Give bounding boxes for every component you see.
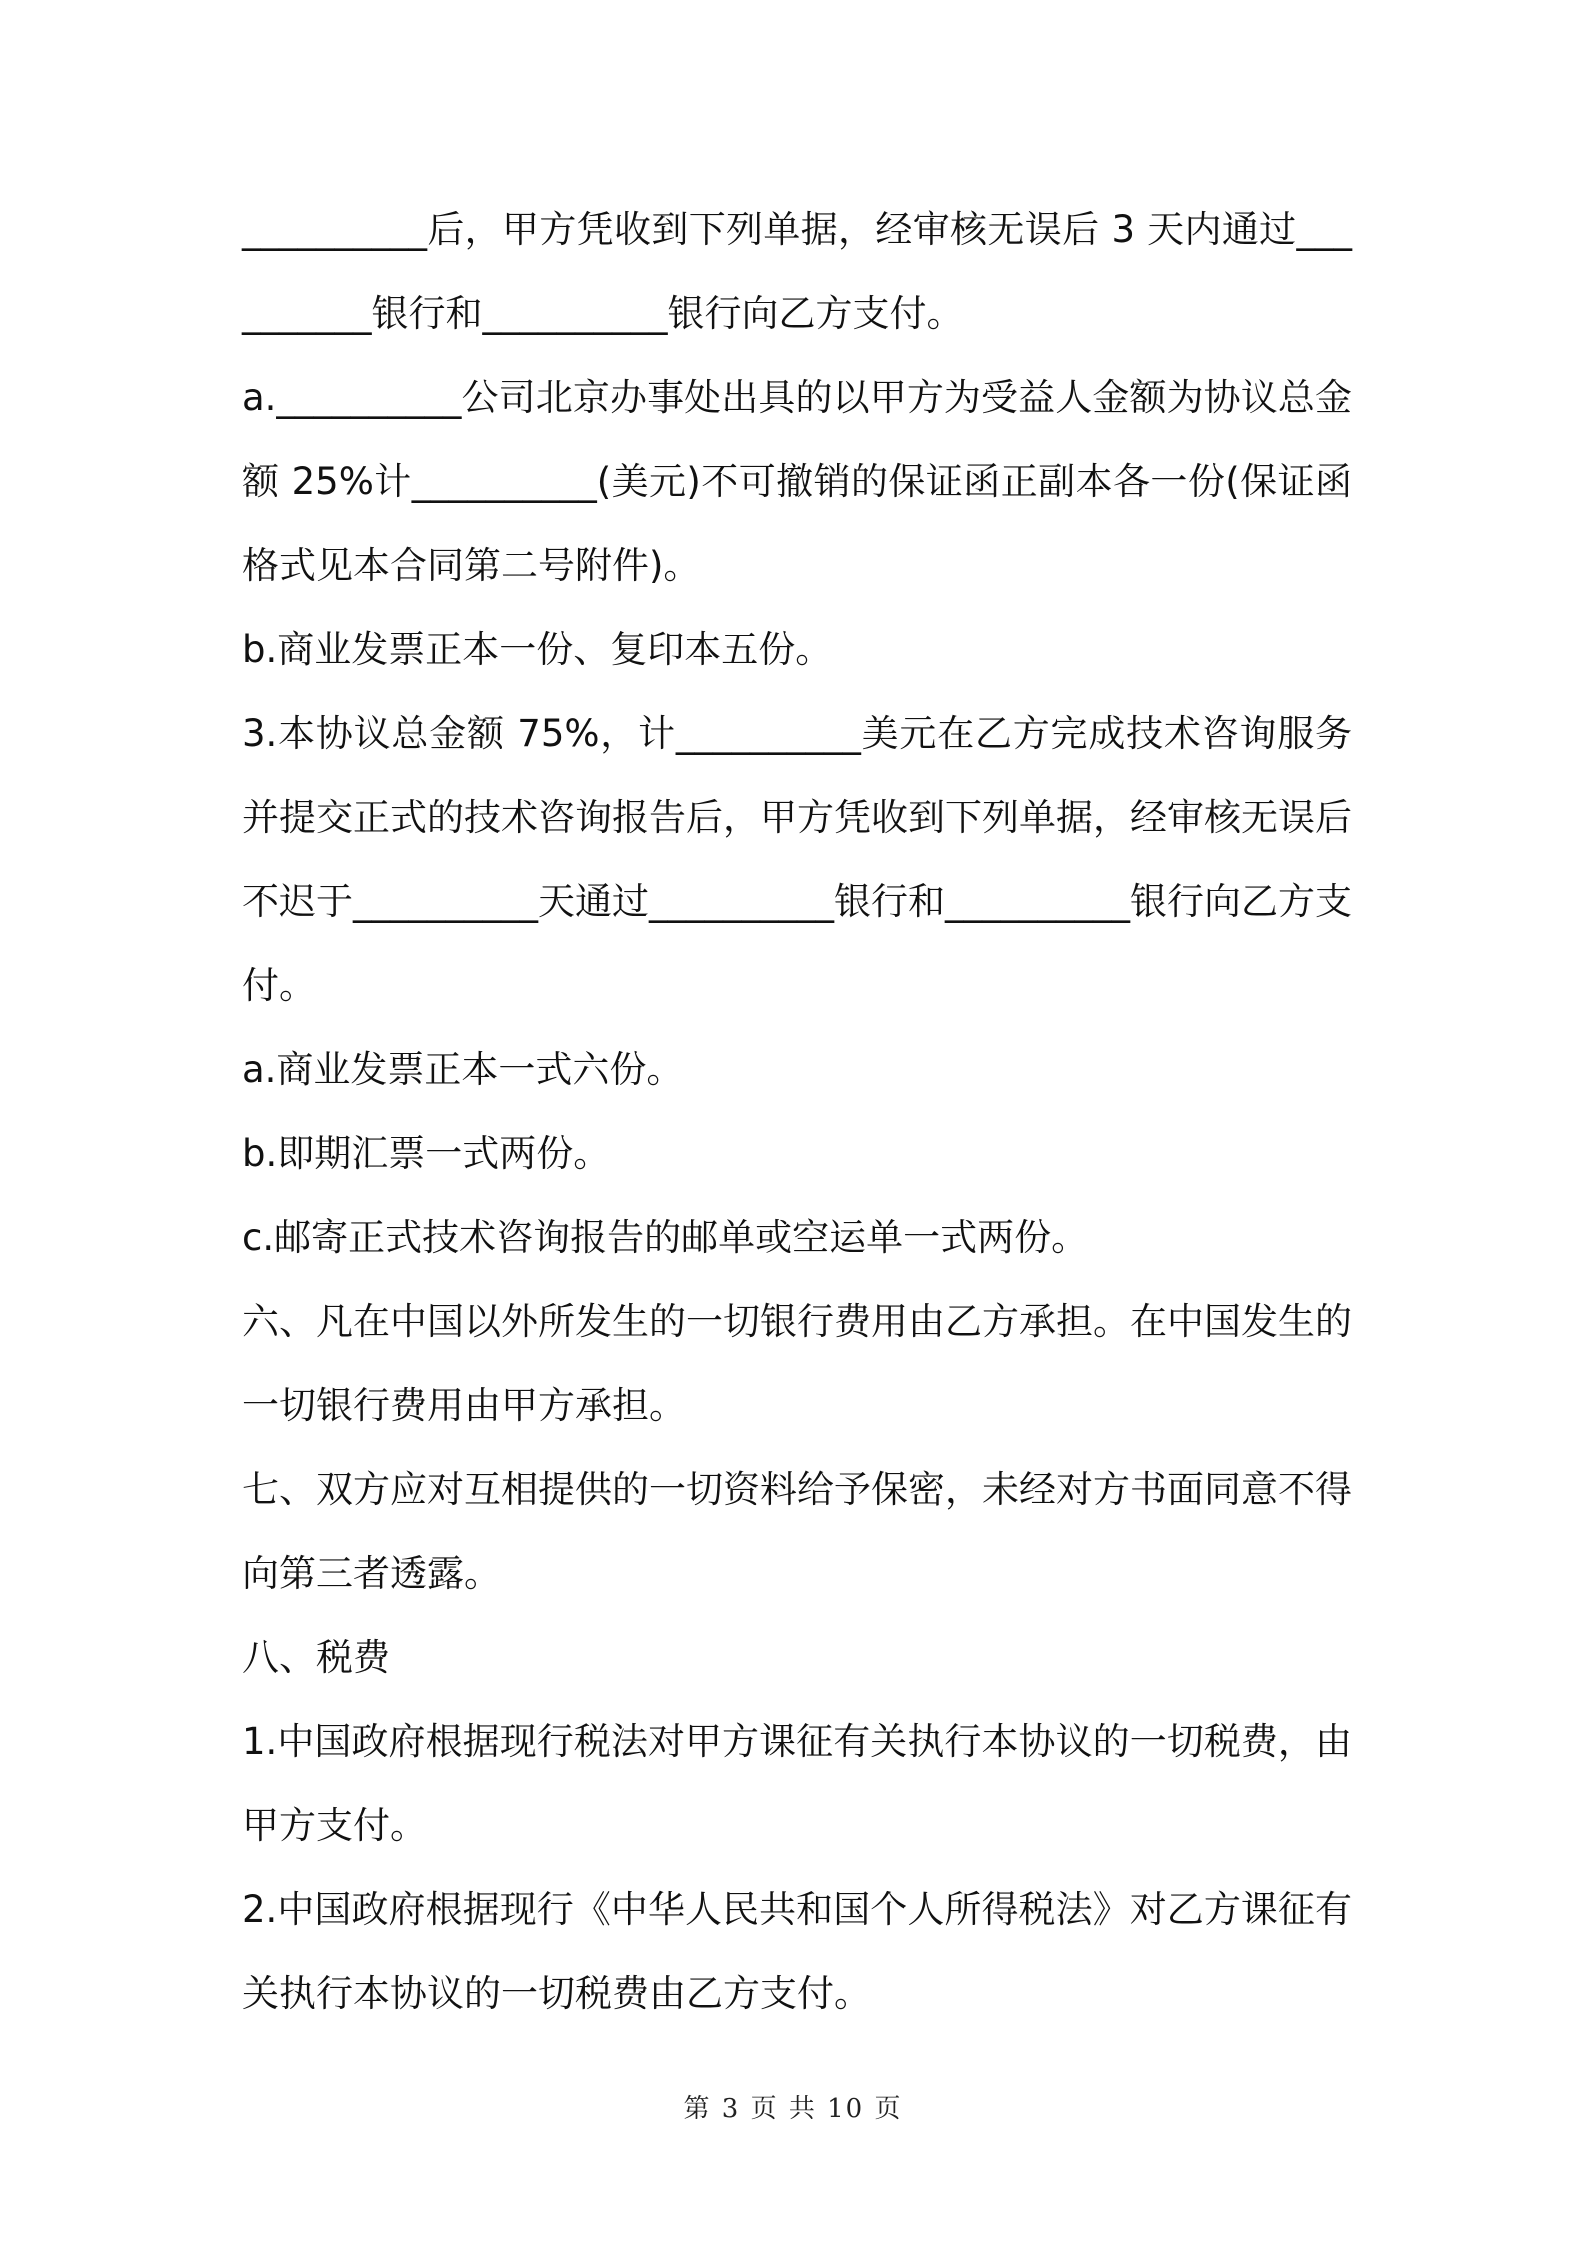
page-number-footer: 第 3 页 共 10 页 <box>683 2094 903 2124</box>
paragraph-guarantee-letter: a.__________公司北京办事处出具的以甲方为受益人金额为协议总金额 25%计__________(美元)不可撤销的保证函正副本各一份(保证函格式见本合同第二号附件)。 <box>242 376 1352 587</box>
paragraph-tax-party-b: 2.中国政府根据现行《中华人民共和国个人所得税法》对乙方课征有关执行本协议的一切税费由乙方支付。 <box>242 1888 1352 2015</box>
document-body <box>242 188 1352 2036</box>
paragraph-commercial-invoice: b.商业发票正本一份、复印本五份。 <box>242 628 833 671</box>
paragraph-payment-terms: __________后，甲方凭收到下列单据，经审核无误后 3 天内通过__________银行和__________银行向乙方支付。 <box>242 208 1352 335</box>
paragraph-bank-fees: 六、凡在中国以外所发生的一切银行费用由乙方承担。在中国发生的一切银行费用由甲方承担。 <box>242 1300 1352 1427</box>
paragraph-invoice-copies: a.商业发票正本一式六份。 <box>242 1048 684 1091</box>
section-heading-taxes: 八、税费 <box>242 1636 390 1679</box>
paragraph-confidentiality: 七、双方应对互相提供的一切资料给予保密，未经对方书面同意不得向第三者透露。 <box>242 1468 1352 1595</box>
paragraph-sight-draft: b.即期汇票一式两份。 <box>242 1132 611 1175</box>
paragraph-airway-bill: c.邮寄正式技术咨询报告的邮单或空运单一式两份。 <box>242 1216 1089 1259</box>
paragraph-final-payment: 3.本协议总金额 75%，计__________美元在乙方完成技术咨询服务并提交正式的技术咨询报告后，甲方凭收到下列单据，经审核无误后不迟于__________天通过__________银行和__________银行向乙方支付。 <box>242 712 1352 1007</box>
paragraph-tax-party-a: 1.中国政府根据现行税法对甲方课征有关执行本协议的一切税费，由甲方支付。 <box>242 1720 1352 1847</box>
